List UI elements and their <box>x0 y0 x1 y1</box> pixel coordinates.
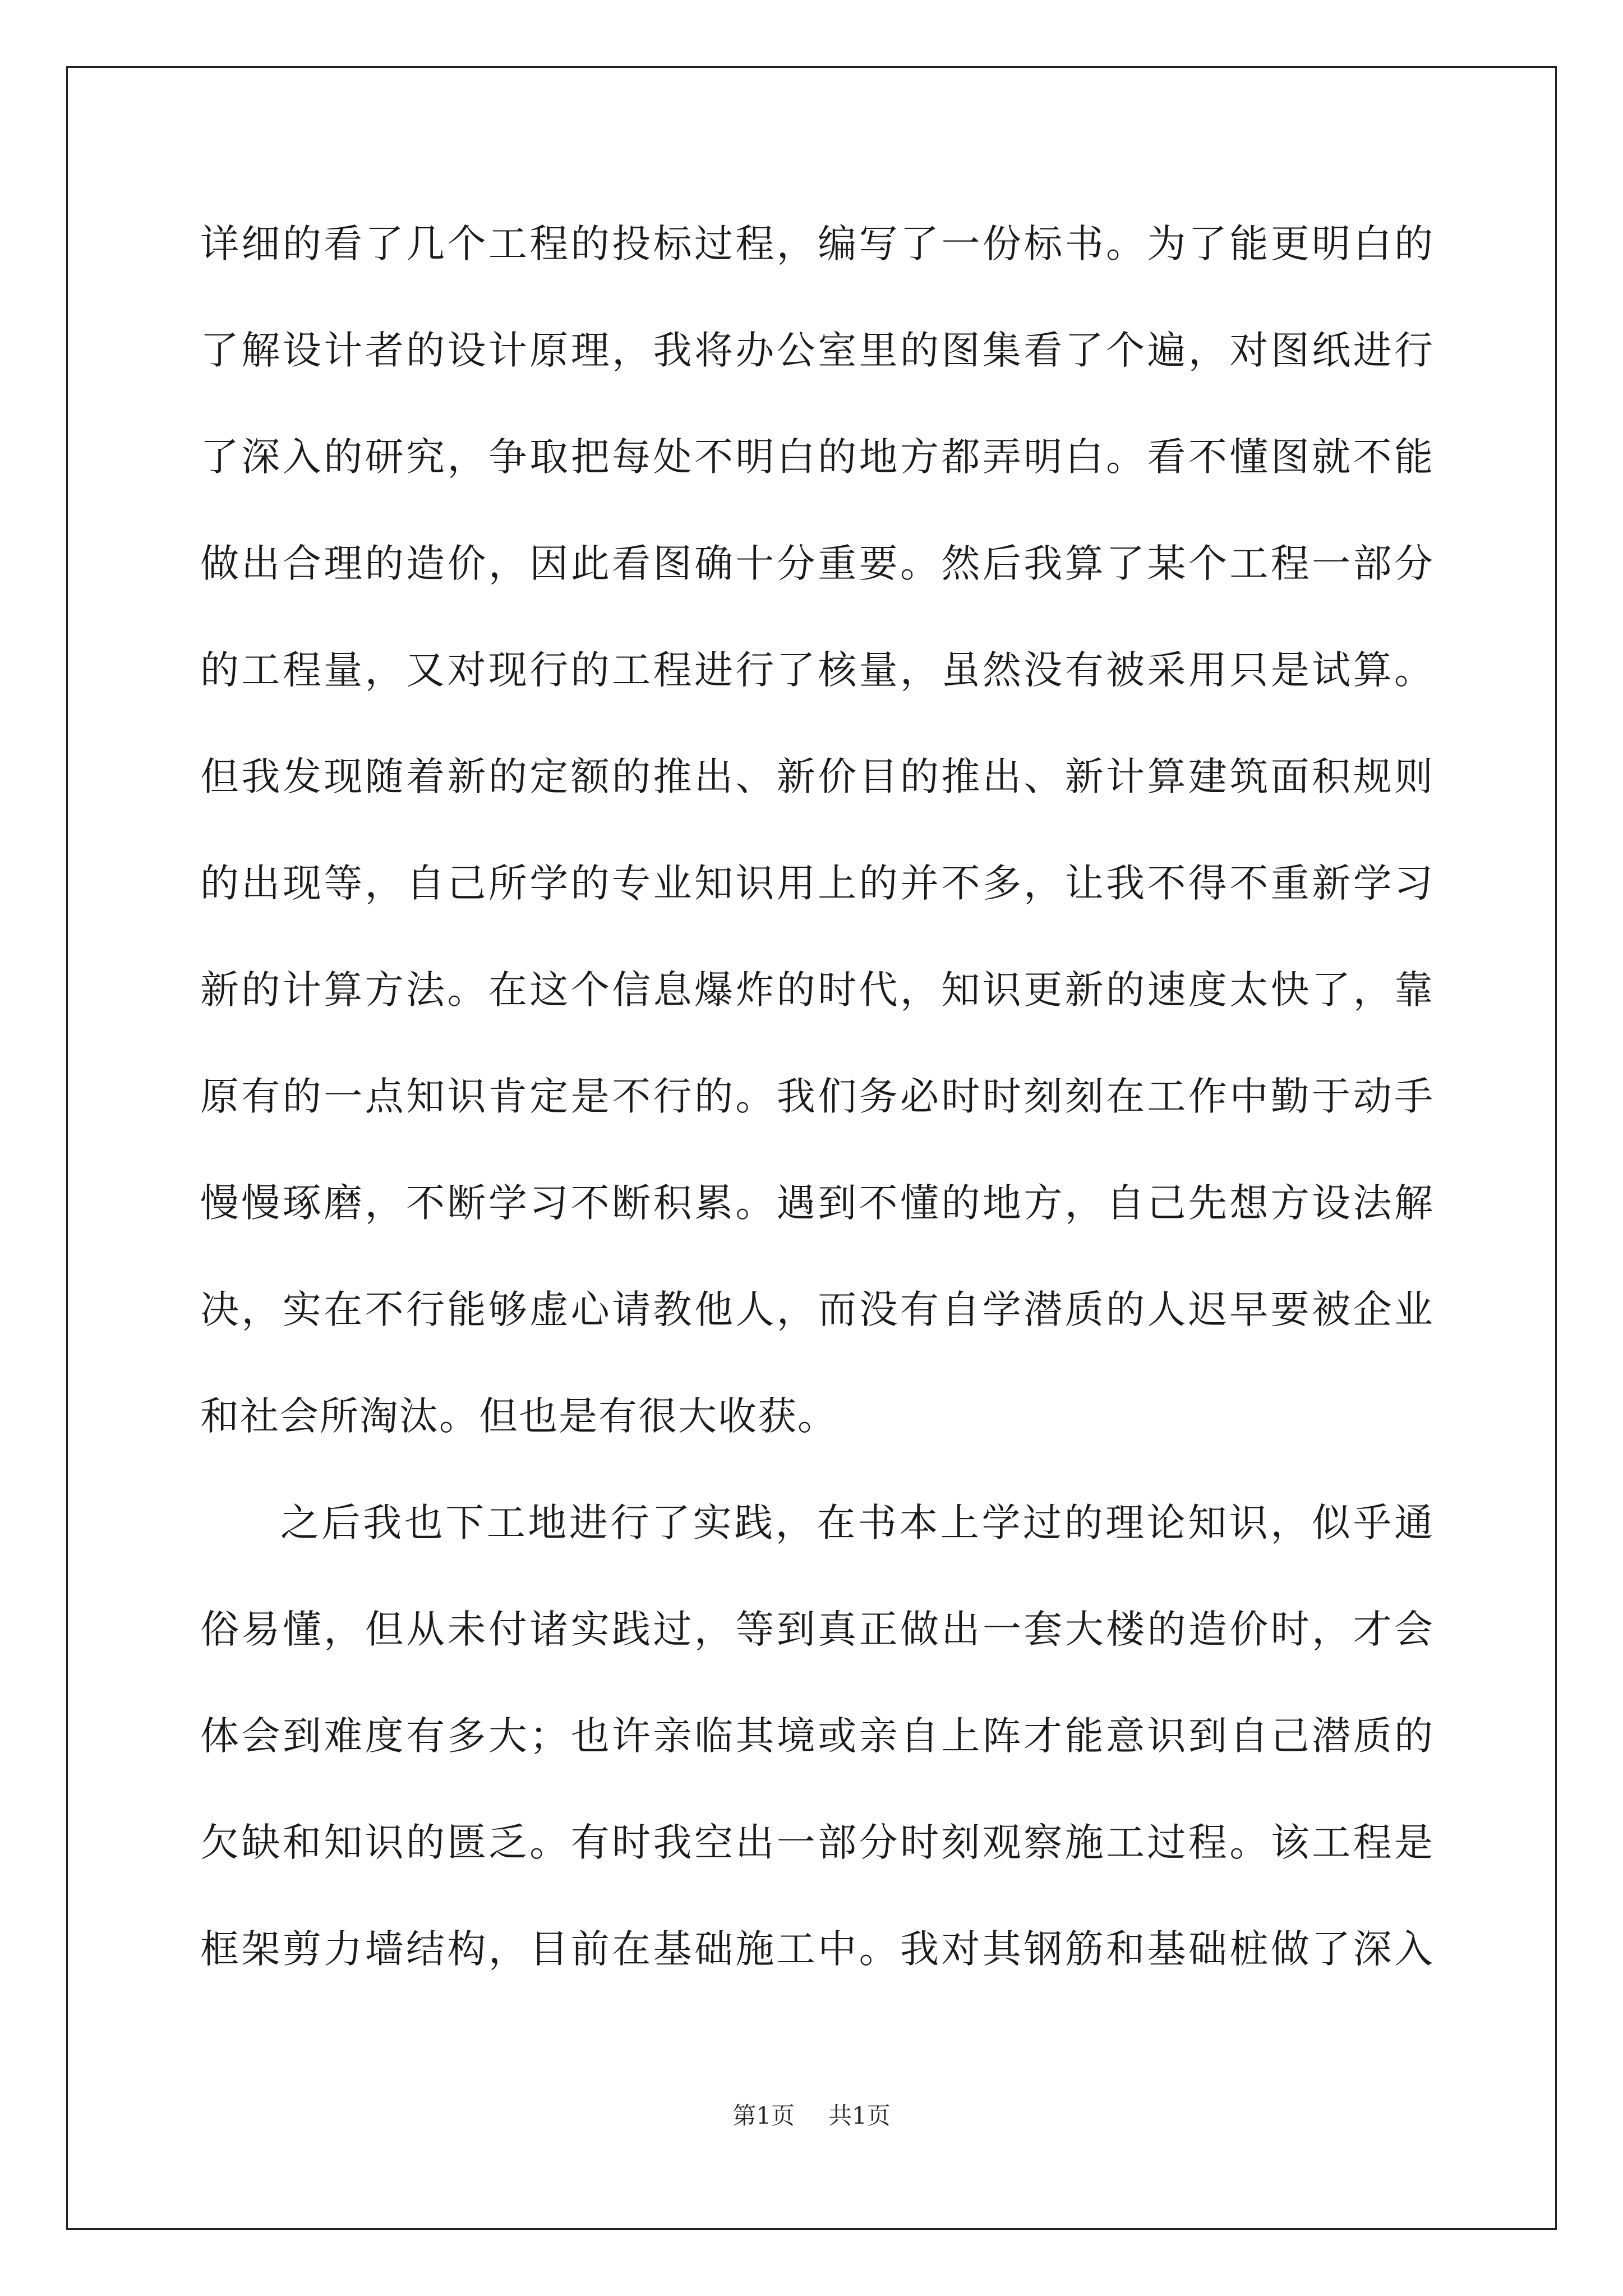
text-line: 了解设计者的设计原理，我将办公室里的图集看了个遍，对图纸进行 <box>200 328 1434 373</box>
text-line: 做出合理的造价，因此看图确十分重要。然后我算了某个工程一部分 <box>200 541 1434 586</box>
text-line: 原有的一点知识肯定是不行的。我们务必时时刻刻在工作中勤于动手 <box>200 1074 1434 1119</box>
page-number: 第1页 <box>732 2102 795 2129</box>
text-line: 俗易懂，但从未付诸实践过，等到真正做出一套大楼的造价时，才会 <box>200 1607 1434 1652</box>
text-line: 的工程量，又对现行的工程进行了核量，虽然没有被采用只是试算。 <box>200 648 1434 693</box>
text-line: 欠缺和知识的匮乏。有时我空出一部分时刻观察施工过程。该工程是 <box>200 1820 1434 1865</box>
text-line: 体会到难度有多大；也许亲临其境或亲自上阵才能意识到自己潜质的 <box>200 1714 1434 1759</box>
text-line: 慢慢琢磨，不断学习不断积累。遇到不懂的地方，自己先想方设法解 <box>200 1181 1434 1226</box>
document-body <box>200 191 1434 2003</box>
text-line: 框架剪力墙结构，目前在基础施工中。我对其钢筋和基础桩做了深入 <box>200 1927 1434 1972</box>
page-total: 共1页 <box>828 2102 891 2129</box>
text-line: 详细的看了几个工程的投标过程，编写了一份标书。为了能更明白的 <box>200 222 1434 266</box>
text-line: 和社会所淘汰。但也是有很大收获。 <box>200 1394 837 1439</box>
text-line: 了深入的研究，争取把每处不明白的地方都弄明白。看不懂图就不能 <box>200 435 1434 480</box>
page-footer <box>0 2099 1623 2133</box>
text-line: 但我发现随着新的定额的推出、新价目的推出、新计算建筑面积规则 <box>200 754 1434 799</box>
text-line: 新的计算方法。在这个信息爆炸的时代，知识更新的速度太快了，靠 <box>200 968 1434 1013</box>
text-line: 决，实在不行能够虚心请教他人，而没有自学潜质的人迟早要被企业 <box>200 1287 1434 1332</box>
paragraph-first-line: 之后我也下工地进行了实践，在书本上学过的理论知识，似乎通 <box>280 1501 1434 1545</box>
text-line: 的出现等，自己所学的专业知识用上的并不多，让我不得不重新学习 <box>200 861 1434 906</box>
